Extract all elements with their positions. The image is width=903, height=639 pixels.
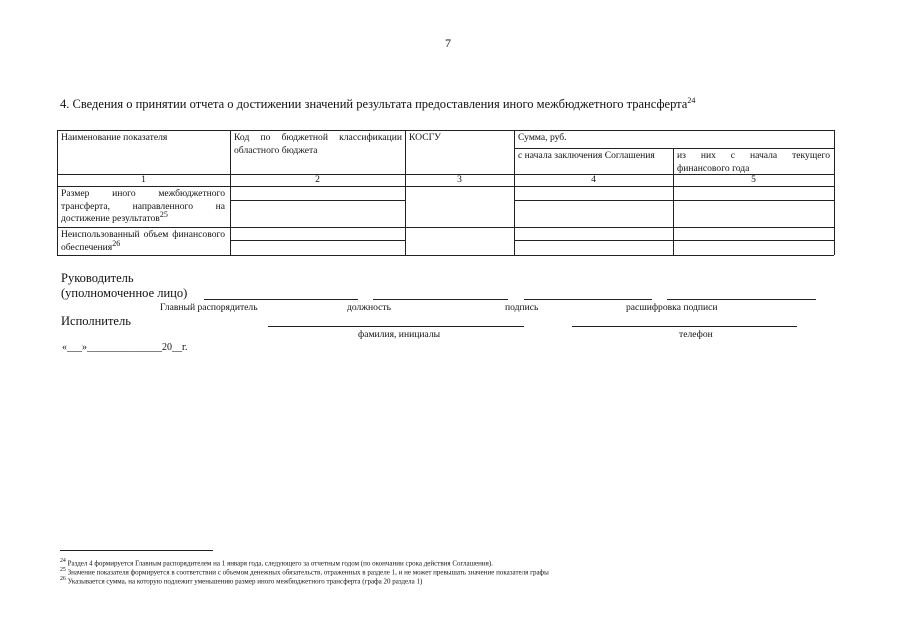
- phone-line: [572, 326, 797, 327]
- section-title: [60, 97, 695, 112]
- footnote-24-text: Раздел 4 формируется Главным распорядителем на 1 января года, следующего за отчетным годом (по окончании срока действия Соглашения).: [67, 559, 493, 568]
- column-number-2: 2: [315, 174, 320, 185]
- header-budget-code: Код по бюджетной классификации областного бюджета: [234, 132, 402, 156]
- name-line: [268, 326, 524, 327]
- signature-caption: подпись: [505, 302, 539, 313]
- row-transfer-amount: [61, 188, 225, 226]
- row-transfer-amount-label: Размер иного межбюджетного трансферта, направленного на достижение результатов: [61, 188, 225, 224]
- header-kosgu: КОСГУ: [409, 132, 441, 143]
- phone-caption: телефон: [679, 329, 713, 340]
- footnote-25-num: 25: [60, 567, 66, 573]
- section-title-text: 4. Сведения о принятии отчета о достижении значений результата предоставления иного межбюджетного трансферта: [60, 97, 688, 111]
- org-caption: Главный распорядитель: [160, 302, 258, 313]
- head-label-line1: Руководитель: [61, 271, 134, 285]
- column-number-1: 1: [141, 174, 146, 185]
- column-number-5: 5: [751, 174, 756, 185]
- footnote-24-num: 24: [60, 558, 66, 564]
- decoding-line: [667, 299, 816, 300]
- header-since-agreement: с начала заключения Соглашения: [518, 150, 655, 161]
- position-caption: должность: [347, 302, 391, 313]
- section-title-footnote-ref: 24: [687, 95, 696, 105]
- footnote-24: [60, 558, 493, 567]
- column-number-3: 3: [457, 174, 462, 185]
- date-line: «___»_______________20__г.: [62, 342, 188, 353]
- row-transfer-amount-footnote-ref: 25: [159, 209, 168, 219]
- page-number: 7: [445, 36, 451, 50]
- row-unused-funding: [61, 229, 225, 254]
- footnote-25-text: Значение показателя формируется в соответствии с объемом денежных обязательств, отраженных в разделе 1, и не может превышать значение показателя графы: [67, 568, 549, 577]
- footnote-separator: [60, 550, 213, 551]
- footnote-26-text: Указывается сумма, на которую подлежит уменьшению размер иного межбюджетного трансферта (графа 20 раздела 1): [67, 577, 423, 586]
- header-indicator: Наименование показателя: [61, 132, 168, 143]
- header-since-year: из них с начала текущего финансового года: [677, 150, 830, 174]
- column-number-4: 4: [591, 174, 596, 185]
- head-label-line2: (уполномоченное лицо): [61, 286, 188, 300]
- row-unused-funding-label: Неиспользованный объем финансового обеспечения: [61, 229, 225, 253]
- row-unused-funding-footnote-ref: 26: [112, 238, 121, 248]
- signature-line: [524, 299, 652, 300]
- executor-label: Исполнитель: [61, 314, 131, 328]
- position-line: [373, 299, 508, 300]
- footnote-26-num: 26: [60, 576, 66, 582]
- decoding-caption: расшифровка подписи: [626, 302, 718, 313]
- name-caption: фамилия, инициалы: [358, 329, 441, 340]
- footnote-25: [60, 567, 549, 576]
- org-line: [204, 299, 358, 300]
- header-sum: Сумма, руб.: [518, 132, 567, 143]
- footnote-26: [60, 576, 422, 585]
